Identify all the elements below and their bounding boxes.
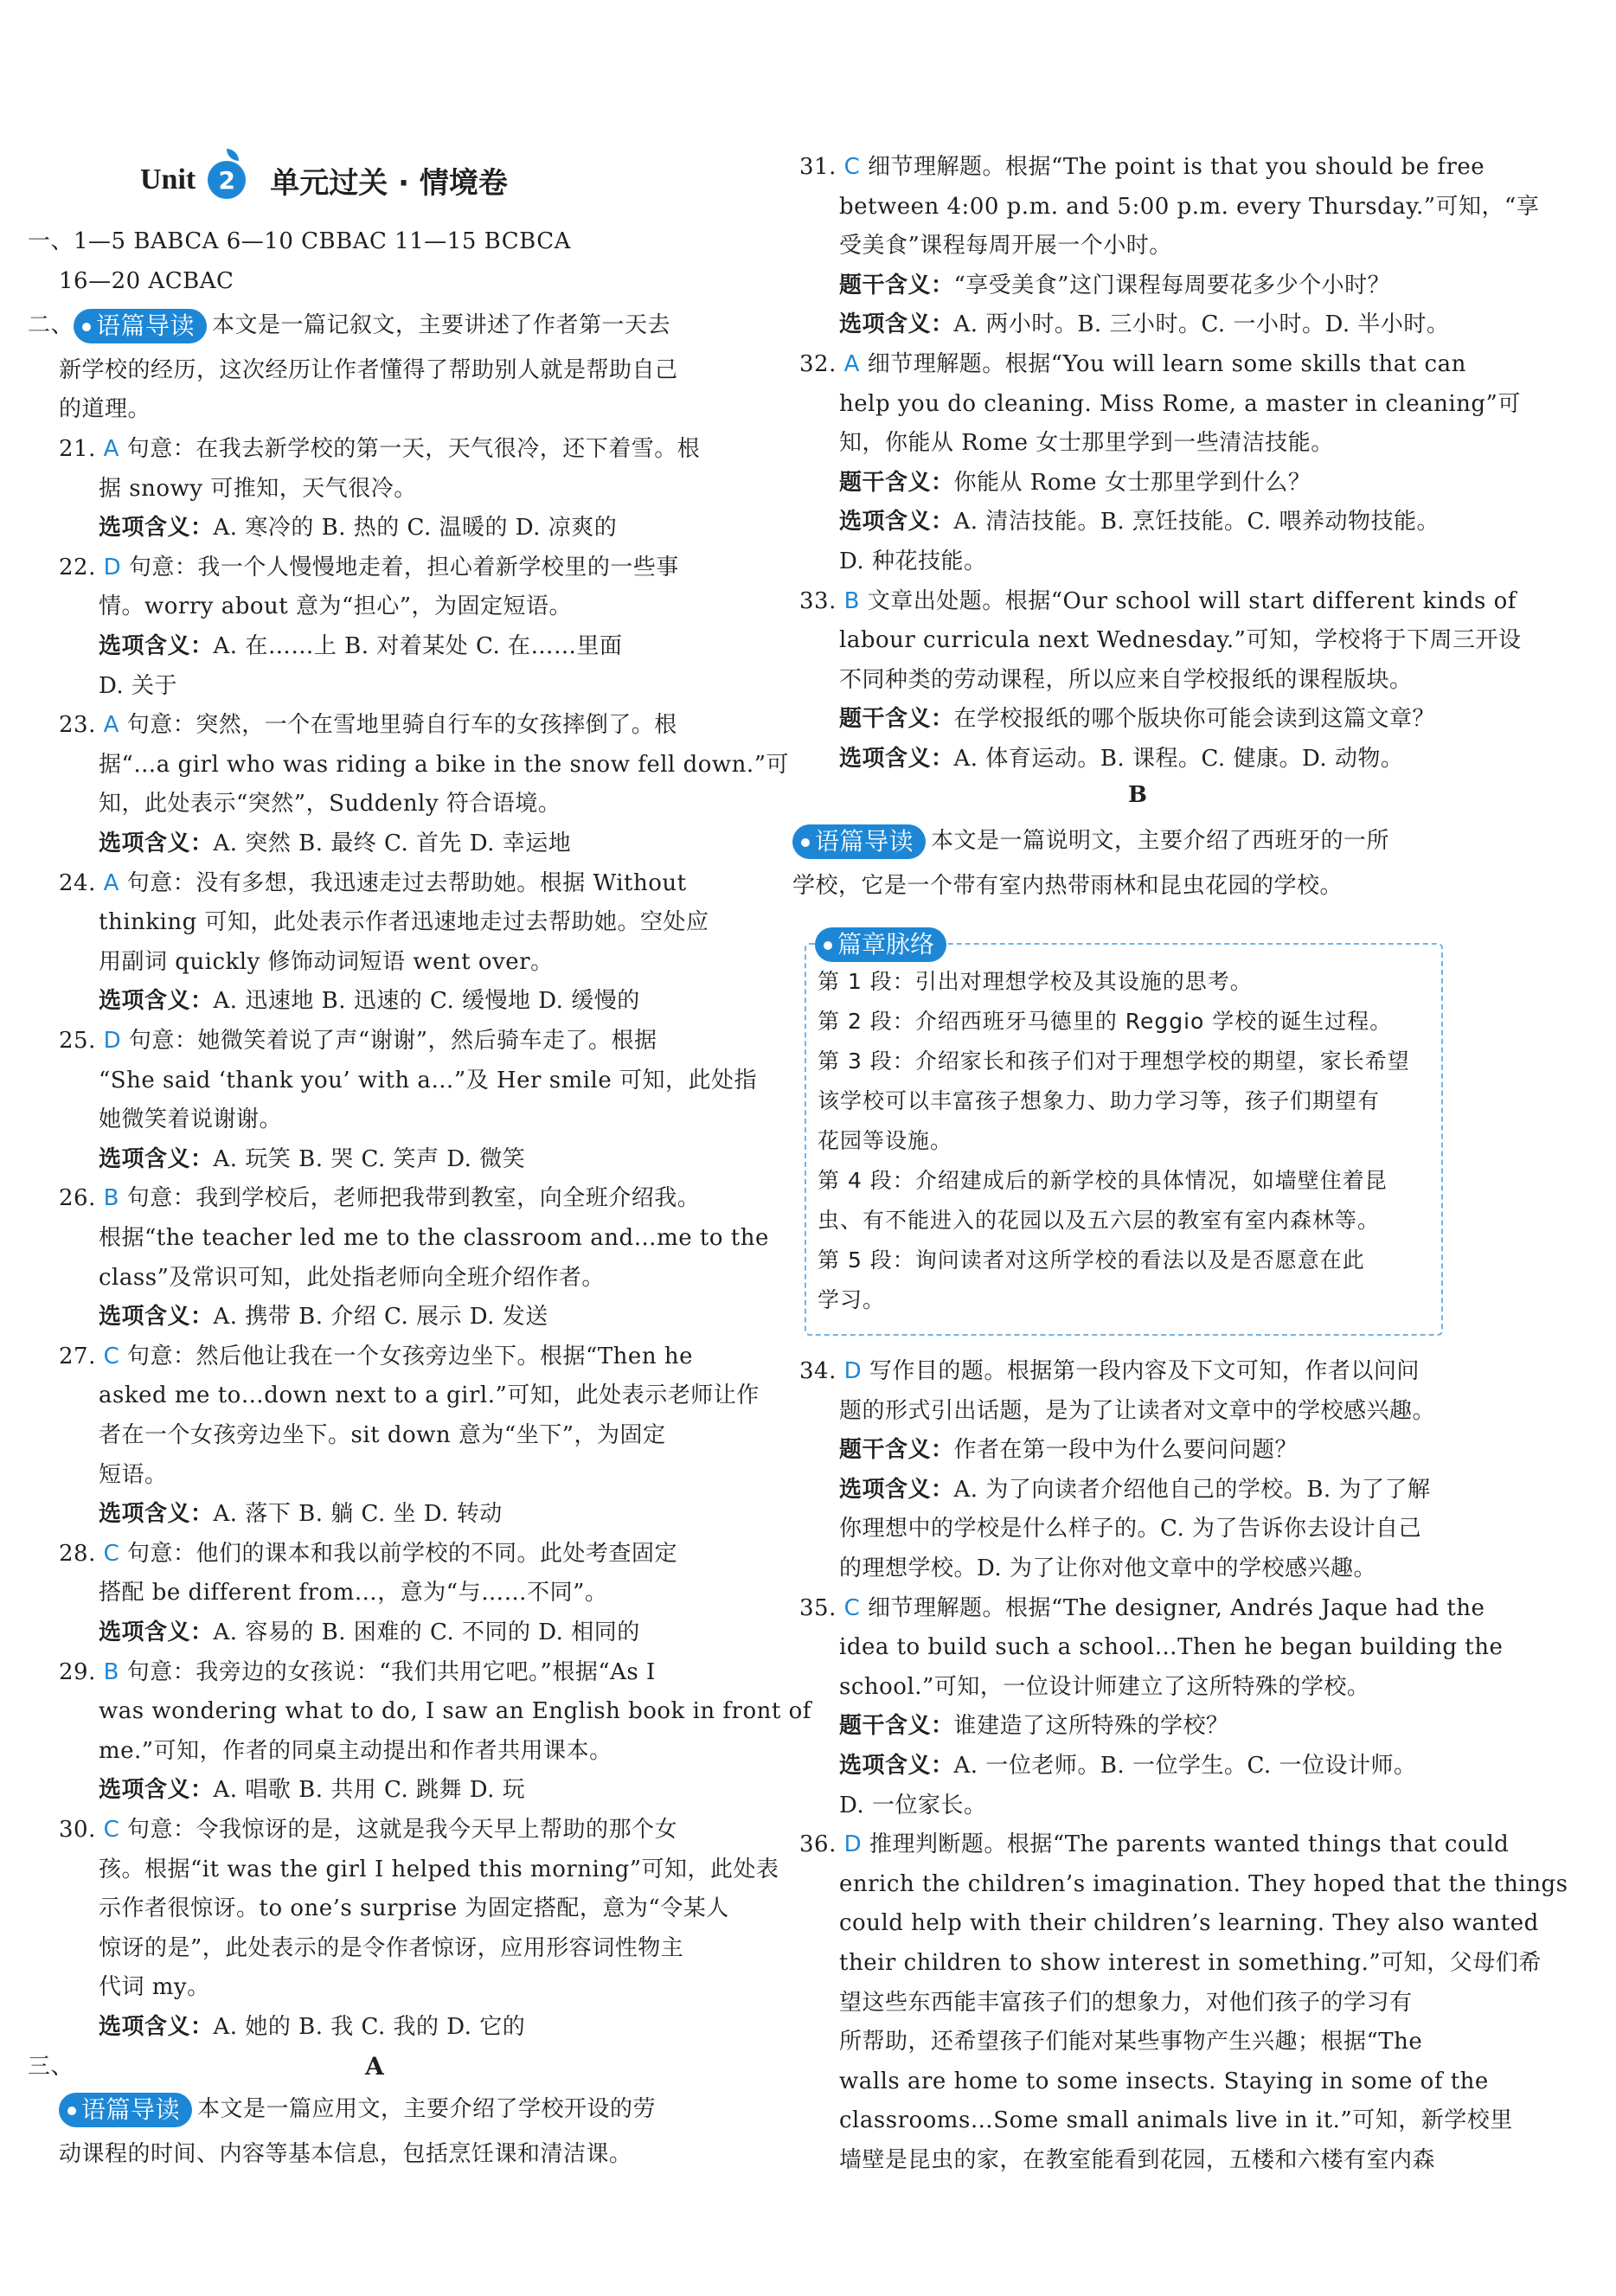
line-text: 细节理解题。根据“The designer, Andrés Jaque had the — [868, 1594, 1485, 1621]
answer-letter: C — [843, 154, 861, 180]
answer-line — [59, 863, 687, 903]
text-line — [99, 1139, 525, 1179]
line-text: 者在一个女孩旁边坐下。sit down 意为“坐下”，为固定 — [99, 1422, 666, 1448]
question-number: 33. — [799, 587, 844, 614]
text-line — [839, 266, 1390, 305]
outline-line: 学习。 — [818, 1287, 886, 1312]
option-label: 选项含义： — [99, 515, 214, 542]
line-text: 望这些东西能丰富孩子们的想象力，对他们孩子的学习有 — [839, 1989, 1413, 2016]
question-number: 27. — [59, 1343, 104, 1369]
dot-icon — [824, 941, 832, 950]
section-prefix: 三、 — [28, 2053, 74, 2080]
line-text: 谁建造了这所特殊的学校？ — [953, 1713, 1229, 1740]
line-text: A. 携带 B. 介绍 C. 展示 D. 发送 — [213, 1304, 548, 1331]
text-line — [839, 305, 1449, 344]
page-title — [140, 152, 508, 208]
text-line — [839, 1864, 1568, 1904]
section2-intro — [59, 389, 151, 429]
line-text: 知，此处表示“突然”，Suddenly 符合语境。 — [99, 791, 561, 818]
section-prefix: 二、 — [28, 312, 74, 339]
line-text: thinking 可知，此处表示作者迅速地走过去帮助她。空处应 — [99, 909, 709, 936]
line-text: 示作者很惊讶。to one’s surprise 为固定搭配，意为“令某人 — [99, 1895, 729, 1922]
answer-letter: A — [103, 436, 119, 462]
answer-letter: D — [103, 554, 122, 580]
line-text: labour curricula next Wednesday.”可知，学校将于下周三开设 — [839, 627, 1522, 654]
line-text: 句意：突然，一个在雪地里骑自行车的女孩摔倒了。根 — [126, 712, 677, 739]
answer-letter: A — [103, 712, 119, 739]
line-text: 惊讶的是”，此处表示的是令作者惊讶，应用形容词性物主 — [99, 1934, 684, 1961]
option-label: 选项含义： — [99, 2014, 214, 2040]
outline-box — [805, 943, 1443, 1336]
answer-letter: A — [103, 869, 119, 896]
section-label-b — [1128, 775, 1147, 815]
line-text: 代词 my。 — [99, 1974, 210, 2001]
text-line — [839, 1746, 1416, 1786]
outline-line: 第 1 段：引出对理想学校及其设施的思考。 — [818, 969, 1253, 994]
line-text: 不同种类的劳动课程，所以应来自学校报纸的课程版块。 — [839, 666, 1413, 693]
answer-line — [59, 429, 700, 469]
answer-line — [59, 548, 679, 587]
option-label: 选项含义： — [99, 831, 214, 856]
section1-text: 一、1—5 BABCA 6—10 CBBAC 11—15 BCBCA — [28, 228, 571, 254]
question-number: 31. — [799, 154, 844, 180]
answer-line — [59, 1534, 677, 1574]
text-line — [839, 1391, 1435, 1431]
answer-letter: C — [103, 1540, 120, 1567]
line-text: A. 为了向读者介绍他自己的学校。B. 为了了解 — [953, 1476, 1431, 1503]
answer-line — [799, 147, 1485, 187]
line-text: idea to build such a school…Then he began building the — [839, 1634, 1504, 1661]
text-line — [99, 508, 617, 548]
line-text: 她微笑着说谢谢。 — [99, 1106, 283, 1133]
text-line — [99, 1770, 525, 1810]
answer-letter: B — [843, 587, 860, 614]
line-text: 的理想学校。D. 为了让你对他文章中的学校感兴趣。 — [839, 1555, 1376, 1581]
text-line — [839, 1943, 1542, 1983]
question-number: 30. — [59, 1817, 104, 1843]
question-number: 35. — [799, 1594, 844, 1621]
text-line — [839, 1509, 1421, 1549]
outline-line: 第 3 段：介绍家长和孩子们对于理想学校的期望，家长希望 — [818, 1049, 1410, 1074]
line-text: 句意：他们的课本和我以前学校的不同。此处考查固定 — [127, 1540, 678, 1567]
line-text: 受美食”课程每周开展一个小时。 — [839, 233, 1172, 260]
line-text: walls are home to some insects. Staying in some of the — [839, 2068, 1489, 2094]
text-line — [839, 739, 1403, 779]
line-text: 所帮助，还希望孩子们能对某些事物产生兴趣；根据“The — [839, 2029, 1423, 2055]
text-line — [99, 1061, 757, 1100]
question-number: 24. — [59, 869, 104, 896]
text-line — [99, 1967, 210, 2007]
line-text: A. 一位老师。B. 一位学生。C. 一位设计师。 — [953, 1753, 1417, 1779]
section3-intro — [59, 2134, 632, 2174]
text-line — [839, 1786, 986, 1825]
line-text: A. 体育运动。B. 课程。C. 健康。D. 动物。 — [953, 746, 1404, 772]
text-line — [99, 1258, 605, 1298]
option-label: 选项含义： — [839, 746, 954, 772]
option-label: 题干含义： — [839, 469, 954, 496]
line-text: 作者在第一段中为什么要问问题？ — [953, 1437, 1299, 1464]
answer-letter: D — [843, 1831, 863, 1858]
text-line — [839, 660, 1413, 700]
section2-intro — [28, 305, 670, 345]
line-text: 据“…a girl who was riding a bike in the snow fell down.”可 — [99, 751, 789, 778]
text-line — [839, 423, 1334, 463]
intro-text: 动课程的时间、内容等基本信息，包括烹饪课和清洁课。 — [59, 2140, 632, 2167]
text-line — [839, 1983, 1413, 2023]
line-text: 用副词 quickly 修饰动词短语 went over。 — [99, 948, 554, 975]
line-text: 句意：她微笑着说了声“谢谢”，然后骑车走了。根据 — [128, 1028, 657, 1054]
option-label: 题干含义： — [839, 1713, 954, 1740]
option-label: 选项含义： — [99, 988, 214, 1015]
answer-letter: B — [103, 1185, 119, 1212]
text-line — [839, 1627, 1503, 1667]
line-text: enrich the children’s imagination. They hoped that the things — [839, 1870, 1568, 1897]
answer-letter: B — [103, 1658, 119, 1685]
intro-text: 新学校的经历，这次经历让作者懂得了帮助别人就是帮助自己 — [59, 356, 678, 383]
line-text: 句意：令我惊讶的是，这就是我今天早上帮助的那个女 — [127, 1817, 678, 1843]
line-text: 搭配 be different from…，意为“与……不同”。 — [99, 1580, 608, 1607]
intro-badge-label: 语篇导读 — [96, 311, 196, 341]
question-number: 25. — [59, 1028, 104, 1054]
line-text: 孩。根据“it was the girl I helped this morning”可知，此处表 — [99, 1856, 779, 1882]
option-label: 题干含义： — [839, 272, 954, 298]
line-text: 句意：我一个人慢慢地走着，担心着新学校里的一些事 — [128, 554, 679, 580]
line-text: 句意：在我去新学校的第一天，天气很冷，还下着雪。根 — [126, 436, 701, 462]
text-line — [839, 502, 1440, 542]
text-line — [99, 666, 177, 706]
text-line — [839, 2022, 1422, 2062]
intro-badge — [74, 309, 207, 343]
sectionB-intro — [792, 821, 1389, 861]
intro-badge — [792, 824, 926, 859]
line-text: 在学校报纸的哪个版块你可能会读到这篇文章？ — [953, 706, 1436, 733]
intro-badge-label: 语篇导读 — [815, 827, 914, 856]
question-number: 36. — [799, 1831, 844, 1858]
line-text: their children to show interest in something.”可知，父母们希 — [839, 1950, 1542, 1976]
text-line — [99, 745, 789, 785]
answer-line — [59, 1337, 693, 1376]
answer-letter: D — [103, 1028, 122, 1054]
question-number: 32. — [799, 351, 844, 377]
sectionB-intro — [792, 866, 1343, 906]
intro-text: 学校，它是一个带有室内热带雨林和昆虫花园的学校。 — [792, 872, 1343, 899]
answer-letter: C — [843, 1594, 861, 1621]
option-label: 选项含义： — [99, 1619, 214, 1645]
line-text: 知，你能从 Rome 女士那里学到一些清洁技能。 — [839, 430, 1334, 457]
line-text: 墙壁是昆虫的家，在教室能看到花园，五楼和六楼有室内森 — [839, 2147, 1436, 2173]
line-text: “享受美食”这门课程每周要花多少个小时？ — [953, 272, 1391, 298]
line-text: A. 唱歌 B. 共用 C. 跳舞 D. 玩 — [213, 1777, 526, 1804]
section3-header — [28, 2047, 385, 2087]
line-text: 根据“the teacher led me to the classroom and…me to the — [99, 1225, 769, 1251]
question-number: 22. — [59, 554, 104, 580]
answer-line — [59, 1810, 677, 1850]
text-line — [839, 384, 1521, 424]
text-line — [839, 1549, 1376, 1588]
text-line — [99, 1850, 779, 1889]
line-text: 你理想中的学校是什么样子的。C. 为了告诉你去设计自己 — [839, 1516, 1421, 1542]
text-line — [839, 2062, 1489, 2101]
line-text: 据 snowy 可推知，天气很冷。 — [99, 475, 417, 502]
question-number: 23. — [59, 712, 104, 739]
line-text: classrooms…Some small animals live in it.”可知，新学校里 — [839, 2107, 1513, 2134]
text-line — [99, 1376, 760, 1415]
line-text: D. 种花技能。 — [839, 548, 987, 574]
unit-number-badge: 2 — [208, 161, 246, 199]
text-line — [839, 620, 1521, 660]
intro-badge-label: 语篇导读 — [81, 2095, 181, 2125]
line-text: A. 寒冷的 B. 热的 C. 温暖的 D. 凉爽的 — [213, 515, 618, 542]
line-text: me.”可知，作者的同桌主动提出和作者共用课本。 — [99, 1737, 612, 1764]
option-label: 选项含义： — [99, 1145, 214, 1172]
line-text: A. 两小时。B. 三小时。C. 一小时。D. 半小时。 — [953, 311, 1450, 338]
option-label: 选项含义： — [99, 1501, 214, 1528]
text-line — [99, 981, 640, 1021]
text-line — [99, 626, 622, 666]
unit-label: Unit — [140, 164, 196, 196]
intro-text: 的道理。 — [59, 396, 151, 423]
line-text: 句意：我到学校后，老师把我带到教室，向全班介绍我。 — [126, 1185, 701, 1212]
line-text: A. 落下 B. 躺 C. 坐 D. 转动 — [213, 1501, 503, 1528]
section2-intro — [59, 350, 678, 390]
line-text: A. 突然 B. 最终 C. 首先 D. 幸运地 — [213, 831, 572, 856]
option-label: 选项含义： — [839, 311, 954, 338]
text-line — [99, 587, 572, 626]
text-line — [99, 469, 417, 509]
line-text: class”及常识可知，此处指老师向全班介绍作者。 — [99, 1264, 605, 1291]
text-line — [839, 1903, 1539, 1943]
line-text: could help with their children’s learning. They also wanted — [839, 1910, 1539, 1937]
line-text: D. 一位家长。 — [839, 1792, 987, 1818]
option-label: 选项含义： — [99, 1777, 214, 1804]
answer-line — [59, 1178, 700, 1218]
text-line — [839, 1667, 1369, 1707]
question-number: 21. — [59, 436, 104, 462]
line-text: 细节理解题。根据“The point is that you should be free — [868, 154, 1485, 180]
line-text: A. 在……上 B. 对着某处 C. 在……里面 — [213, 633, 623, 659]
outline-line: 第 4 段：介绍建成后的新学校的具体情况，如墙壁住着昆 — [818, 1168, 1388, 1193]
text-line — [839, 699, 1435, 739]
line-text: A. 玩笑 B. 哭 C. 笑声 D. 微笑 — [213, 1145, 526, 1172]
text-line — [99, 1691, 811, 1731]
text-line — [839, 542, 986, 581]
section1-line — [28, 221, 571, 261]
text-line — [99, 1494, 503, 1534]
dot-icon — [801, 838, 810, 847]
answer-letter: C — [103, 1817, 120, 1843]
answer-line — [59, 1021, 657, 1061]
line-text: was wondering what to do, I saw an English book in front of — [99, 1698, 811, 1725]
line-text: 情。worry about 意为“担心”，为固定短语。 — [99, 593, 573, 620]
option-label: 选项含义： — [839, 509, 954, 536]
outline-line: 花园等设施。 — [818, 1128, 953, 1153]
intro-text: 本文是一篇记叙文，主要讲述了作者第一天去 — [212, 312, 671, 339]
text-line — [99, 1100, 282, 1139]
answer-letter: C — [103, 1343, 120, 1369]
question-number: 29. — [59, 1658, 104, 1685]
line-text: 短语。 — [99, 1461, 168, 1488]
line-text: 推理判断题。根据“The parents wanted things that could — [869, 1831, 1510, 1858]
outline-badge — [815, 927, 952, 962]
section1-text: 16—20 ACBAC — [59, 267, 234, 294]
section-label-a: A — [365, 2051, 385, 2081]
line-text: A. 容易的 B. 困难的 C. 不同的 D. 相同的 — [213, 1619, 640, 1645]
line-text: help you do cleaning. Miss Rome, a master in cleaning”可 — [839, 390, 1521, 417]
text-line — [99, 824, 571, 863]
line-text: 你能从 Rome 女士那里学到什么？ — [953, 469, 1311, 496]
outline-line: 该学校可以丰富孩子想象力、助力学习等，孩子们期望有 — [818, 1088, 1381, 1113]
answer-line — [59, 1652, 656, 1692]
answer-letter: D — [843, 1358, 863, 1384]
text-line — [839, 2100, 1513, 2140]
text-line — [839, 187, 1539, 227]
outline-line: 虫、有不能进入的花园以及五六层的教室有室内森林等。 — [818, 1208, 1381, 1233]
outline-line: 第 5 段：询问读者对这所学校的看法以及是否愿意在此 — [818, 1247, 1365, 1273]
text-line — [99, 1573, 607, 1613]
text-line — [99, 1415, 666, 1455]
line-text: A. 她的 B. 我 C. 我的 D. 它的 — [213, 2014, 526, 2040]
outline-badge-label: 篇章脉络 — [837, 930, 935, 959]
line-text: 题的形式引出话题，是为了让读者对文章中的学校感兴趣。 — [839, 1397, 1436, 1424]
option-label: 题干含义： — [839, 1437, 954, 1464]
title-text: 单元过关 · 情境卷 — [270, 165, 508, 201]
text-line — [839, 226, 1172, 266]
answer-line — [799, 1825, 1509, 1864]
line-text: “She said ‘thank you’ with a…”及 Her smile 可知，此处指 — [99, 1067, 758, 1093]
text-line — [99, 1731, 612, 1771]
option-label: 选项含义： — [839, 1476, 954, 1503]
line-text: between 4:00 p.m. and 5:00 p.m. every Thursday.”可知，“享 — [839, 193, 1540, 220]
line-text: A. 清洁技能。B. 烹饪技能。C. 喂养动物技能。 — [953, 509, 1440, 536]
option-label: 选项含义： — [839, 1753, 954, 1779]
section3-intro — [59, 2089, 656, 2129]
text-line — [99, 1889, 729, 1928]
option-label: 选项含义： — [99, 633, 214, 659]
line-text: 写作目的题。根据第一段内容及下文可知，作者以问问 — [869, 1358, 1420, 1384]
answer-line — [799, 581, 1517, 621]
text-line — [839, 1430, 1298, 1470]
text-line — [99, 1297, 548, 1337]
line-text: D. 关于 — [99, 672, 177, 699]
option-label: 选项含义： — [99, 1304, 214, 1331]
text-line — [99, 902, 709, 942]
outline-line: 第 2 段：介绍西班牙马德里的 Reggio 学校的诞生过程。 — [818, 1009, 1393, 1034]
text-line — [99, 1928, 683, 1968]
text-line — [99, 942, 554, 982]
answer-line — [59, 705, 677, 745]
answer-line — [799, 344, 1466, 384]
line-text: 细节理解题。根据“You will learn some skills that can — [867, 351, 1466, 377]
question-number: 34. — [799, 1358, 844, 1384]
question-number: 26. — [59, 1185, 104, 1212]
line-text: school.”可知，一位设计师建立了这所特殊的学校。 — [839, 1673, 1370, 1700]
option-label: 题干含义： — [839, 706, 954, 733]
line-text: A. 迅速地 B. 迅速的 C. 缓慢地 D. 缓慢的 — [213, 988, 640, 1015]
question-number: 28. — [59, 1540, 104, 1567]
section1-line — [59, 261, 234, 301]
answer-letter: A — [843, 351, 860, 377]
text-line — [99, 1455, 168, 1495]
line-text: 句意：没有多想，我迅速走过去帮助她。根据 Without — [126, 869, 687, 896]
text-line — [99, 1218, 769, 1258]
dot-icon — [82, 323, 91, 331]
dot-icon — [67, 2107, 76, 2115]
intro-text: 本文是一篇应用文，主要介绍了学校开设的劳 — [197, 2096, 657, 2123]
line-text: 句意：我旁边的女孩说：“我们共用它吧。”根据“As I — [126, 1658, 656, 1685]
answer-line — [799, 1588, 1485, 1628]
intro-text: 本文是一篇说明文，主要介绍了西班牙的一所 — [931, 828, 1390, 855]
text-line — [839, 1706, 1229, 1746]
line-text: asked me to…down next to a girl.”可知，此处表示老师让作 — [99, 1382, 760, 1409]
text-line — [99, 784, 561, 824]
intro-badge — [59, 2093, 192, 2127]
text-line — [839, 2140, 1435, 2180]
line-text: 文章出处题。根据“Our school will start different kinds of — [867, 587, 1517, 614]
text-line — [839, 463, 1311, 503]
text-line — [99, 1613, 640, 1652]
text-line — [839, 1470, 1430, 1510]
answer-line — [799, 1351, 1420, 1391]
text-line — [99, 2007, 525, 2047]
line-text: 句意：然后他让我在一个女孩旁边坐下。根据“Then he — [127, 1343, 693, 1369]
section-b-label: B — [1128, 781, 1148, 808]
